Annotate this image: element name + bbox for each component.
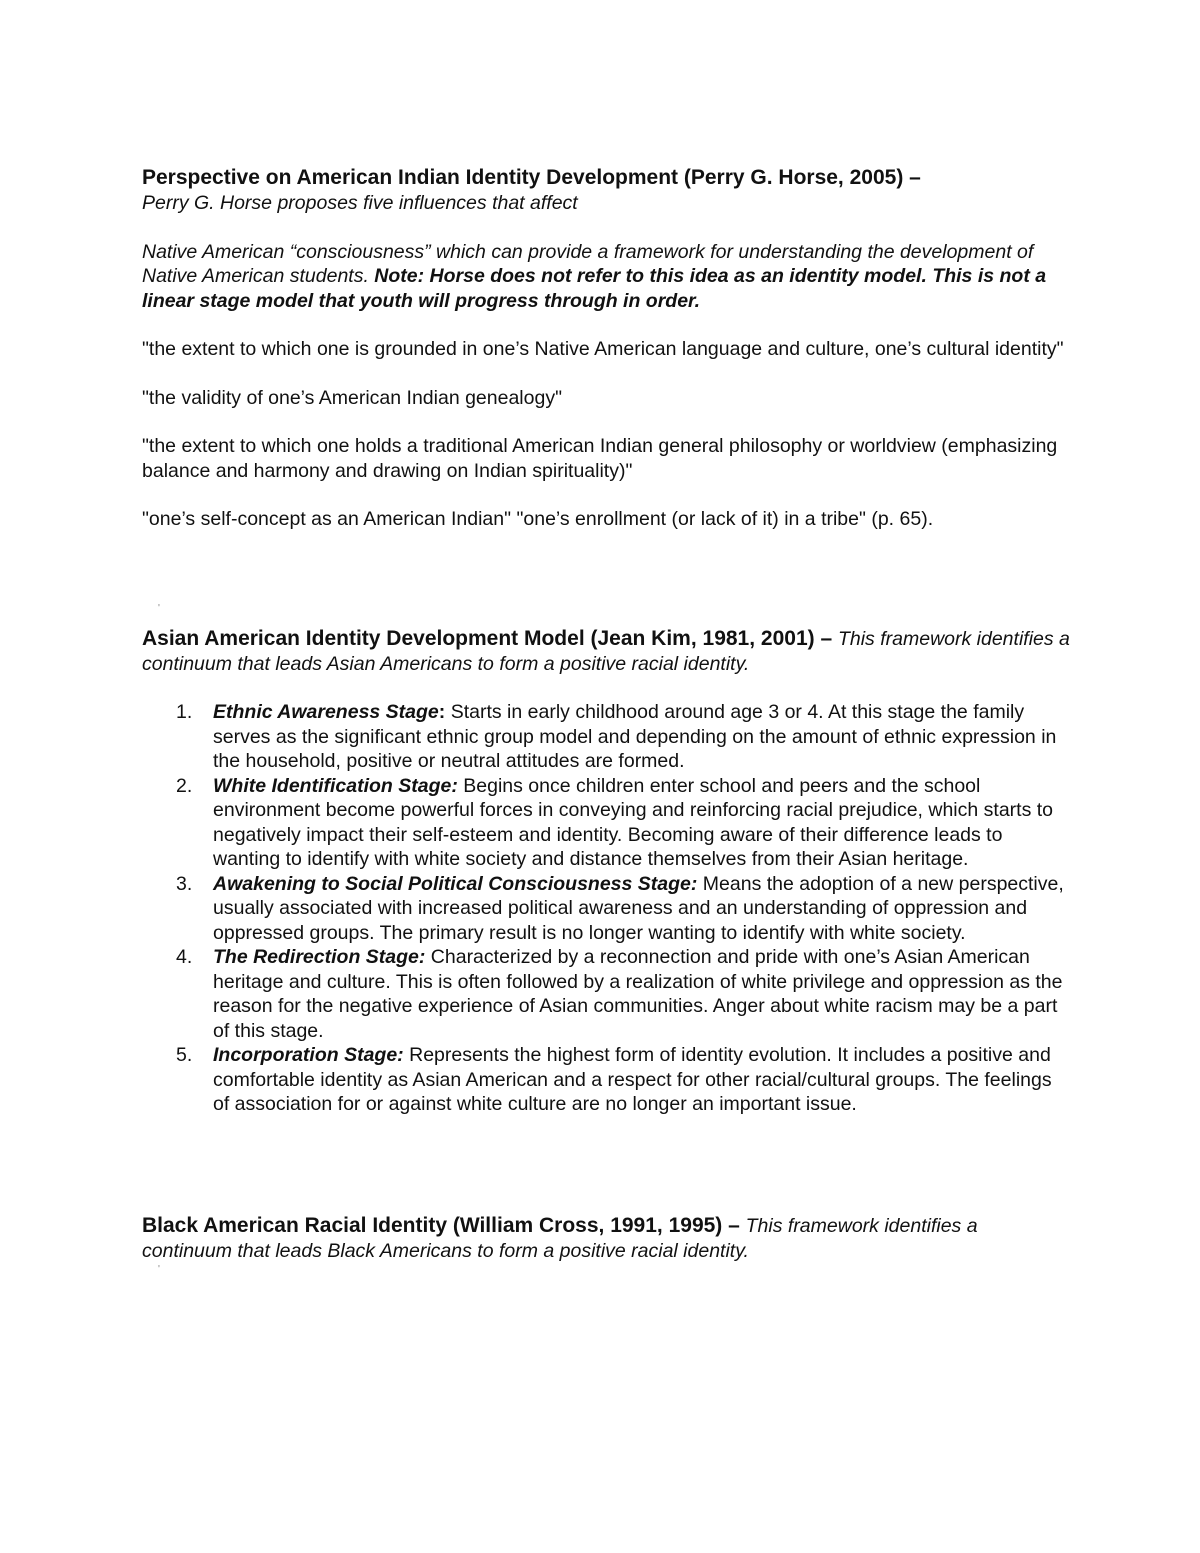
section2-heading-line [142, 626, 1072, 677]
stage-title: White Identification Stage: [213, 774, 458, 797]
section1-paragraph-text: Native American “consciousness” which can provide a framework for understanding the development of Native American students. [142, 240, 1034, 287]
stage-title: Awakening to Social Political Consciousness Stage: [213, 872, 698, 895]
list-number: 5. [176, 1044, 193, 1066]
section2-subtitle: This framework identifies a continuum that leads Asian Americans to form a positive racial identity. [142, 627, 1070, 675]
list-item [142, 872, 1072, 946]
section1-intro: Perry G. Horse proposes five influences that affect [142, 192, 578, 214]
section1-note: Note: Horse does not refer to this idea as an identity model. This is not a linear stage model that youth will progress through in order. [142, 265, 1047, 312]
list-number: 3. [176, 872, 193, 895]
quote-language-culture: "the extent to which one is grounded in one’s Native American language and culture, one’s cultural identity" [142, 338, 1064, 360]
stage-title: The Redirection Stage: [213, 946, 426, 968]
section1-paragraph [142, 240, 1072, 314]
list-number: 1. [176, 701, 193, 723]
stage-text: Begins once children enter school and peers and the school environment become powerful forces in conveying and reinforcing racial prejudice, which starts to negatively impact their self-esteem and identity. Becoming aware of their difference leads to wanting to identify with white society and distance themselves from their Asian heritage. [213, 774, 1054, 870]
quote-philosophy: "the extent to which one holds a traditional American Indian general philosophy or worldview (emphasizing balance and harmony and drawing on Indian spirituality)" [142, 435, 1058, 482]
stray-mark: ' [158, 1264, 160, 1275]
list-item [142, 1043, 1072, 1117]
list-item [142, 945, 1072, 1043]
list-item [142, 700, 1072, 774]
document-body [142, 165, 1072, 1263]
stage-title: Incorporation Stage: [213, 1044, 404, 1066]
list-number: 2. [176, 774, 193, 797]
section2-heading: Asian American Identity Development Model (Jean Kim, 1981, 2001) – [142, 626, 838, 650]
stage-title: Ethnic Awareness Stage [213, 701, 439, 723]
stage-text: Characterized by a reconnection and pride with one’s Asian American heritage and culture. This is often followed by a realization of white privilege and oppression as the reason for the negative experience of Asian communities. Anger about white racism may be a part of this stage. [213, 946, 1063, 1042]
section3-heading-line [142, 1213, 1072, 1264]
stage-text: Represents the highest form of identity evolution. It includes a positive and comfortable identity as Asian American and a respect for other racial/cultural groups. The feelings of association for or against white culture are no longer an important issue. [213, 1044, 1052, 1115]
stage-list [142, 700, 1072, 1117]
list-number: 4. [176, 946, 193, 968]
section1-heading: Perspective on American Indian Identity Development (Perry G. Horse, 2005) – [142, 166, 921, 189]
stage-text: Means the adoption of a new perspective, usually associated with increased political awareness and an understanding of oppression and oppressed groups. The primary result is no longer wanting to identify with white society. [213, 872, 1064, 944]
list-item [142, 774, 1072, 872]
section3-heading: Black American Racial Identity (William Cross, 1991, 1995) – [142, 1213, 746, 1237]
quote-genealogy: "the validity of one’s American Indian genealogy" [142, 386, 563, 409]
stage-text: Starts in early childhood around age 3 or 4. At this stage the family serves as the significant ethnic group model and depending on the amount of ethnic expression in the household, positive or neutral attitudes are formed. [213, 701, 1057, 772]
quote-self-concept: "one’s self-concept as an American Indian" "one’s enrollment (or lack of it) in a tribe" (p. 65). [142, 508, 934, 530]
section3-subtitle: This framework identifies a continuum that leads Black Americans to form a positive racial identity. [142, 1214, 978, 1262]
stage-title-colon: : [438, 701, 446, 723]
stray-mark: ' [158, 603, 160, 614]
